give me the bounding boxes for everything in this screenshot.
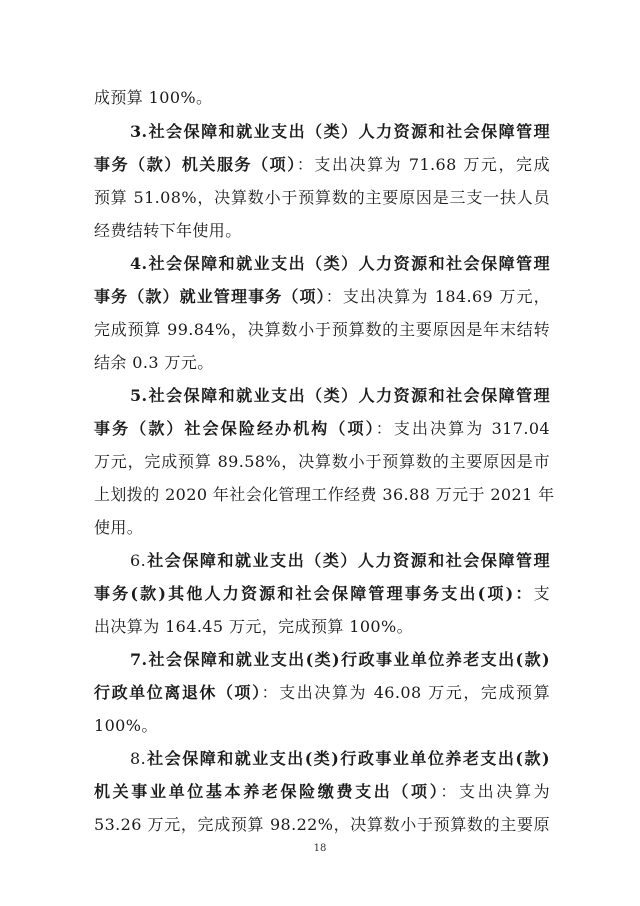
paragraph-2-line-1: 3.社会保障和就业支出（类）人力资源和社会保障管理 bbox=[130, 122, 550, 141]
paragraph-4-line-3: 万元，完成预算 89.58%，决算数小于预算数的主要原因是市 bbox=[94, 452, 550, 471]
paragraph-4-line-4: 上划拨的 2020 年社会化管理工作经费 36.88 万元于 2021 年 bbox=[94, 485, 555, 504]
paragraph-5-line-3: 出决算为 164.45 万元，完成预算 100%。 bbox=[94, 617, 413, 636]
paragraph-7-line-3: 53.26 万元，完成预算 98.22%，决算数小于预算数的主要原 bbox=[94, 815, 550, 834]
page-number: 18 bbox=[313, 843, 327, 854]
paragraph-4-line-2: 事务（款）社会保险经办机构（项）：支出决算为 317.04 bbox=[94, 419, 550, 438]
paragraph-7-line-1: 8.社会保障和就业支出(类)行政事业单位养老支出(款) bbox=[130, 749, 550, 768]
paragraph-4-line-1: 5.社会保障和就业支出（类）人力资源和社会保障管理 bbox=[130, 386, 550, 405]
paragraph-2-line-2: 事务（款）机关服务（项）：支出决算为 71.68 万元，完成 bbox=[94, 155, 550, 174]
paragraph-2-line-4: 经费结转下年使用。 bbox=[94, 221, 242, 240]
paragraph-3-line-3: 完成预算 99.84%，决算数小于预算数的主要原因是年末结转 bbox=[94, 320, 550, 339]
paragraph-3-line-1: 4.社会保障和就业支出（类）人力资源和社会保障管理 bbox=[130, 254, 550, 273]
paragraph-2-line-3: 预算 51.08%，决算数小于预算数的主要原因是三支一扶人员 bbox=[94, 188, 550, 207]
paragraph-1-line-1: 成预算 100%。 bbox=[94, 88, 213, 107]
paragraph-3-line-4: 结余 0.3 万元。 bbox=[94, 353, 214, 372]
paragraph-7-line-2: 机关事业单位基本养老保险缴费支出（项）：支出决算为 bbox=[94, 782, 550, 801]
paragraph-3-line-2: 事务（款）就业管理事务（项）：支出决算为 184.69 万元， bbox=[94, 287, 550, 306]
paragraph-5-line-1: 6.社会保障和就业支出（类）人力资源和社会保障管理 bbox=[130, 551, 550, 570]
paragraph-6-line-3: 100%。 bbox=[94, 716, 158, 735]
paragraph-5-line-2: 事务(款)其他人力资源和社会保障管理事务支出(项)：支 bbox=[94, 584, 550, 603]
paragraph-6-line-2: 行政单位离退休（项）：支出决算为 46.08 万元，完成预算 bbox=[94, 683, 550, 702]
paragraph-6-line-1: 7.社会保障和就业支出(类)行政事业单位养老支出(款) bbox=[130, 650, 550, 669]
paragraph-4-line-5: 使用。 bbox=[94, 518, 144, 537]
